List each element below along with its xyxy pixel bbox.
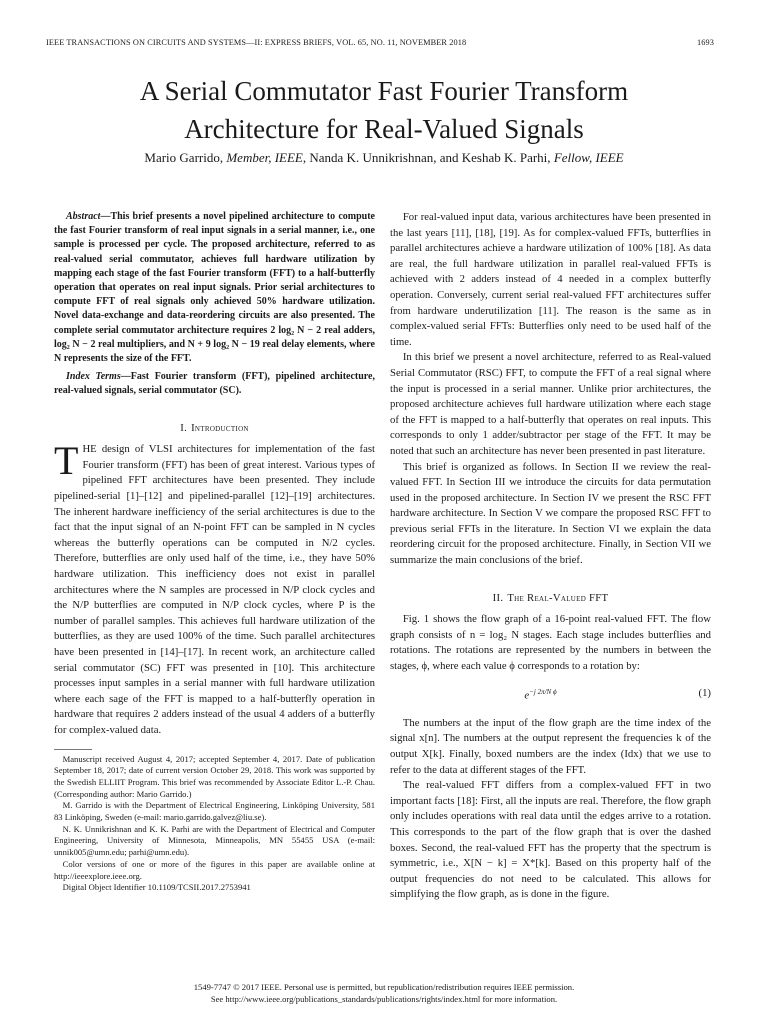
paragraph: The real-valued FFT differs from a complex-valued FFT in two important facts [18]: First, all the inputs are real. Therefore, the flow graph only includes operations with real data until the edges arrive to a rotation. This corresponds to the part of the flow graph that is over the dashed boxes. Second, the real-valued FFT has the property that the spectrum is symmetric, i.e., X[N − k] = X*[k]. Based on this property half of the output frequencies do not need to be calculated. This allows for simplifying the flow graph, as is done in the figure. bbox=[390, 779, 711, 901]
footnotes bbox=[54, 754, 375, 894]
abstract-text: —This brief presents a novel pipelined architecture to compute the fast Fourier transform of real input signals in a serial manner, i.e., one sample is processed per cycle. The proposed architecture, referred to as real-valued serial commutator, achieves full hardware utilization by mapping each stage of the fast Fourier transform (FFT) to a half-butterfly operation that operates on real input signals. Prior serial architectures to compute FFT of real signals only achieved 50% hardware utilization. Novel data-exchange and data-reordering circuits are also presented. The complete serial commutator architecture requires 2 log₂ N − 2 real adders, log₂ N − 2 real multipliers, and N + 9 log₂ N − 19 real delay elements, where N represents the size of the FFT. bbox=[54, 211, 375, 365]
equation-body bbox=[390, 685, 691, 704]
paper-title bbox=[0, 72, 768, 148]
equation-exponent: −j 2π/N ϕ bbox=[529, 687, 557, 696]
footnote-color: Color versions of one or more of the figures in this paper are available online at http://ieeexplore.ieee.org. bbox=[54, 858, 375, 881]
footnote-rule bbox=[54, 749, 92, 750]
section-heading-introduction bbox=[54, 421, 375, 437]
equation-1 bbox=[390, 685, 711, 704]
section-heading-real-valued-fft bbox=[390, 591, 711, 607]
index-terms bbox=[54, 370, 375, 398]
index-terms-label: Index Terms bbox=[66, 371, 121, 383]
footnote-author-1: M. Garrido is with the Department of Electrical Engineering, Linköping University, 581 83 Linköping, Sweden (e-mail: mario.garrido.galvez@liu.se). bbox=[54, 800, 375, 823]
title-line-2: Architecture for Real-Valued Signals bbox=[184, 114, 584, 144]
journal-name: IEEE TRANSACTIONS ON CIRCUITS AND SYSTEMS—II: EXPRESS BRIEFS, VOL. 65, NO. 11, NOVEMBER 2018 bbox=[46, 38, 467, 47]
section-number: II. bbox=[492, 591, 504, 604]
intro-paragraph bbox=[54, 438, 375, 738]
author-1-role: Member, IEEE bbox=[226, 150, 303, 165]
section-title: Introduction bbox=[191, 421, 249, 434]
equation-number: (1) bbox=[698, 687, 711, 700]
footnote-manuscript: Manuscript received August 4, 2017; accepted September 4, 2017. Date of publication September 18, 2017; date of current version October 29, 2018. This work was supported by the Swedish ELLIIT Program. This brief was recommended by Associate Editor L.-P. Chau. (Corresponding author: Mario Garrido.) bbox=[54, 753, 375, 799]
copyright-line: 1549-7747 © 2017 IEEE. Personal use is permitted, but republication/redistribution requires IEEE permission. bbox=[193, 982, 575, 992]
index-terms-text: —Fast Fourier transform (FFT), pipelined architecture, real-valued signals, serial commutator (SC). bbox=[54, 371, 375, 397]
author-2-3: , Nanda K. Unnikrishnan, and Keshab K. Parhi, bbox=[302, 150, 554, 165]
left-column bbox=[54, 210, 375, 894]
footnote-authors-2-3: N. K. Unnikrishnan and K. K. Parhi are with the Department of Electrical and Computer Engineering, University of Minnesota, Minneapolis, MN 55455 USA (e-mail: unnik005@umn.edu; parhi@umn.edu). bbox=[54, 823, 375, 858]
intro-text: HE design of VLSI architectures for implementation of the fast Fourier transform (FFT) has been of great interest. Various types of pipelined FFT architectures have been presented. They include pipelined-serial [1]–[12] and pipelined-parallel [12]–[19] architectures. The inherent hardware inefficiency of the serial architectures is due to the fact that the input signal of an N-point FFT can be sampled in N cycles whereas the butterfly operations can be computed in N/2 cycles. Therefore, butterflies are only used half of the time, i.e., they have 50% hardware utilization. This inefficiency does not exist in parallel architectures where the N samples are processed in N/P clock cycles and the N/P butterflies are computed in N/P clock cycles, where P is the number of parallel samples. This achieves full hardware utilization of the butterflies, as they are used 100% of the time. Such parallel architectures have been presented in [14]–[17]. In recent work, an architecture called serial commutator (SC) FFT was presented in [10]. This architecture processes input samples in a serial manner with full hardware utilization where each sage of the FFT is mapped to a half-butterfly operation in hardware that requires 2 adders instead of the usual 4 adders of a butterfly for complex-valued data. bbox=[54, 443, 375, 736]
abstract bbox=[54, 210, 375, 366]
author-1: Mario Garrido, bbox=[144, 150, 227, 165]
paragraph: For real-valued input data, various architectures have been presented in the last years [11], [18], [19]. As for complex-valued FFTs, butterflies in parallel architectures achieve a hardware utilization of 100% [18]. As data are real, the full hardware utilization in parallel real-valued FFTs is achieved with 2 adders instead of 4 needed in a complex butterfly operation. Conversely, current serial real-valued FFT architectures suffer from hardware underutilization [11]. The reason is the same as in complex-valued serial FFTs: Butterflies only need to be used half of the time. bbox=[390, 211, 711, 348]
section-title: The Real-Valued FFT bbox=[507, 591, 609, 604]
copyright-footer bbox=[0, 982, 768, 1006]
paragraph: In this brief we present a novel architecture, referred to as Real-valued Serial Commutator (RSC) FFT, to compute the FFT of a real signal where the input is processed in a serial manner. Unlike prior architectures, the proposed architecture achieves full hardware utilization where each stage of the FFT is mapped to a half-butterfly that operates on real inputs. This corresponds to only 1 adder/subtractor per stage of the FFT. It may be noted that such an architecture has never been presented in past literature. bbox=[390, 351, 711, 457]
paragraph: The numbers at the input of the flow graph are the time index of the signal x[n]. The numbers at the output represent the frequencies k of the output X[k]. Finally, boxed numbers are the index (Idx) that we use to refer to the data at different stages of the FFT. bbox=[390, 716, 711, 776]
rights-link-line: See http://www.ieee.org/publications_standards/publications/rights/index.html for more information. bbox=[210, 993, 558, 1004]
paragraph: This brief is organized as follows. In Section II we review the real-valued FFT. In Section III we introduce the circuits for data permutation used in the proposed architecture. In Section IV we present the RSC FFT hardware architecture. In Section V we compare the proposed RSC FFT to previous serial FFTs in the literature. In Section VI we explain the data reordering circuit for the proposed architecture. Finally, in Section VII we summarize the main conclusions of the brief. bbox=[390, 460, 711, 567]
page-number: 1693 bbox=[697, 38, 714, 47]
right-column bbox=[390, 210, 711, 903]
author-3-role: Fellow, IEEE bbox=[553, 150, 624, 165]
equation-base: e bbox=[524, 689, 530, 702]
title-line-1: A Serial Commutator Fast Fourier Transform bbox=[139, 76, 629, 106]
paragraph: Fig. 1 shows the flow graph of a 16-point real-valued FFT. The flow graph consists of n = log₂ N stages. Each stage includes butterflies and rotations. The rotations are represented by the numbers in between the stages, ϕ, where each value ϕ corresponds to a rotation by: bbox=[390, 613, 711, 673]
running-header bbox=[46, 38, 714, 47]
drop-cap: T bbox=[54, 438, 79, 484]
footnote-doi: Digital Object Identifier 10.1109/TCSII.2017.2753941 bbox=[62, 882, 251, 893]
abstract-label: Abstract bbox=[66, 211, 101, 222]
author-list bbox=[0, 150, 768, 166]
section-number: I. bbox=[180, 421, 188, 434]
